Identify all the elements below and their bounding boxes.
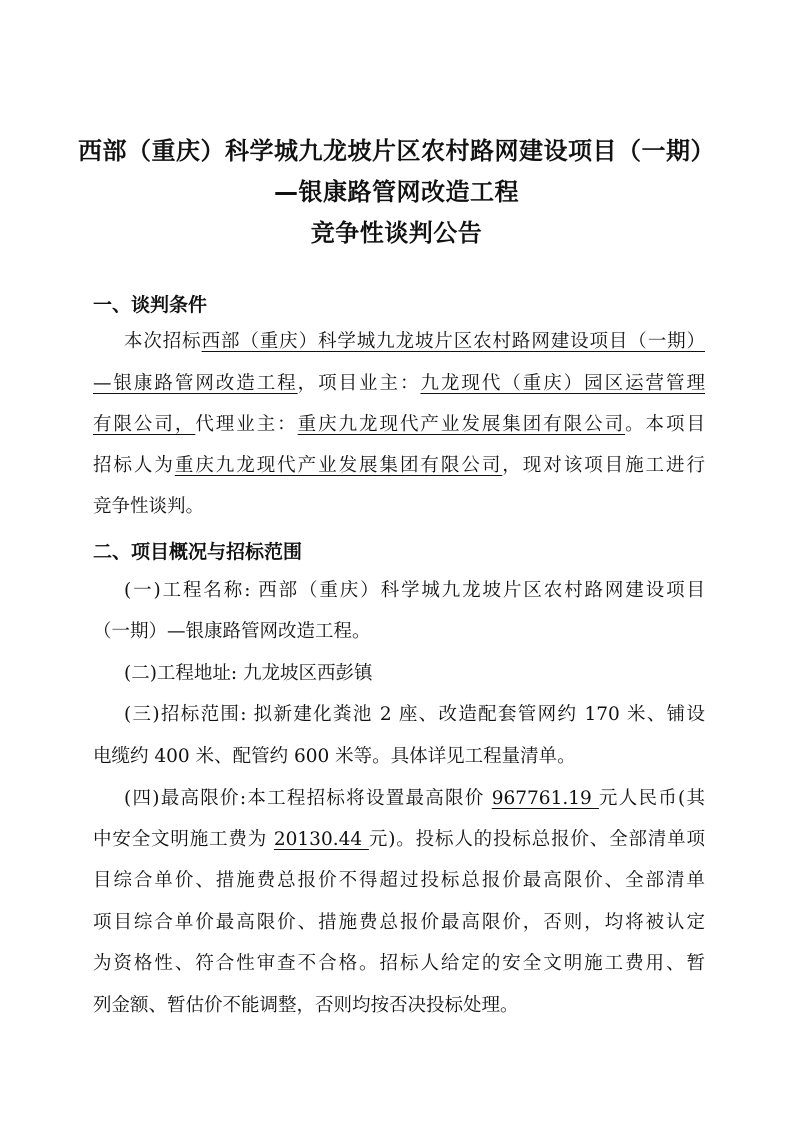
section-1-heading: 一、谈判条件 — [93, 294, 208, 316]
item-4-line-2-tail: 元)。投标人的投标总报价、全部清单项 — [368, 829, 705, 850]
owner-name-part-1: 九龙现代（重庆）园区运营管理 — [420, 373, 705, 394]
section-2-heading: 二、项目概况与招标范围 — [93, 541, 303, 563]
s1-line-1 — [124, 330, 705, 354]
item-4-line-2 — [93, 828, 705, 852]
owner-label: ，项目业主： — [297, 373, 421, 394]
agent-label: 代理业主： — [195, 414, 298, 435]
item-4-line-3: 目综合单价、措施费总报价不得超过投标总报价最高限价、全部清单 — [93, 870, 705, 891]
title-line-3: 竞争性谈判公告 — [310, 219, 483, 247]
tenderer-name: 重庆九龙现代产业发展集团有限公司 — [174, 455, 503, 476]
item-1-line-2: （一期）—银康路管网改造工程。 — [93, 621, 371, 642]
s1-tail-b: ，现对该项目施工进行 — [502, 455, 705, 476]
max-price-value: 967761.19 — [491, 788, 599, 809]
s1-line-4 — [93, 454, 705, 478]
project-name-part-2: —银康路管网改造工程 — [93, 373, 298, 394]
item-4-line-4: 项目综合单价最高限价、措施费总报价最高限价，否则，均将被认定 — [93, 912, 705, 933]
item-2-line: (二)工程地址: 九龙坡区西彭镇 — [124, 663, 373, 684]
price-unit: 元人民币(其 — [598, 788, 705, 809]
title-line-1: 西部（重庆）科学城九龙坡片区农村路网建设项目（一期） — [78, 137, 715, 165]
item-4-line-1 — [124, 787, 705, 811]
owner-name-part-2: 有限公司， — [93, 414, 196, 435]
s1-line-5: 竞争性谈判。 — [93, 496, 205, 517]
s1-tail-a: 。本项目 — [625, 414, 705, 435]
item-4-line-5: 为资格性、符合性审查不合格。招标人给定的安全文明施工费用、暂 — [93, 953, 705, 974]
agent-name: 重庆九龙现代产业发展集团有限公司 — [297, 414, 626, 435]
safety-fee-label: 中安全文明施工费为 — [93, 829, 274, 850]
s1-line-2 — [93, 372, 705, 396]
project-name-part-1: 西部（重庆）科学城九龙坡片区农村路网建设项目（一期） — [201, 331, 705, 352]
item-1-line-1: (一)工程名称: 西部（重庆）科学城九龙坡片区农村路网建设项目 — [124, 580, 705, 601]
tenderer-label: 招标人为 — [93, 455, 175, 476]
item-3-line-2: 电缆约 400 米、配管约 600 米等。具体详见工程量清单。 — [93, 746, 576, 767]
safety-fee-value: 20130.44 — [273, 829, 369, 850]
price-label: (四)最高限价:本工程招标将设置最高限价 — [124, 788, 492, 809]
s1-lead: 本次招标 — [124, 331, 202, 352]
title-line-2: —银康路管网改造工程 — [274, 178, 519, 206]
item-3-line-1: (三)招标范围: 拟新建化粪池 2 座、改造配套管网约 170 米、铺设 — [124, 704, 705, 725]
item-4-line-6: 列金额、暂估价不能调整，否则均按否决投标处理。 — [93, 995, 519, 1016]
s1-line-3 — [93, 413, 705, 437]
